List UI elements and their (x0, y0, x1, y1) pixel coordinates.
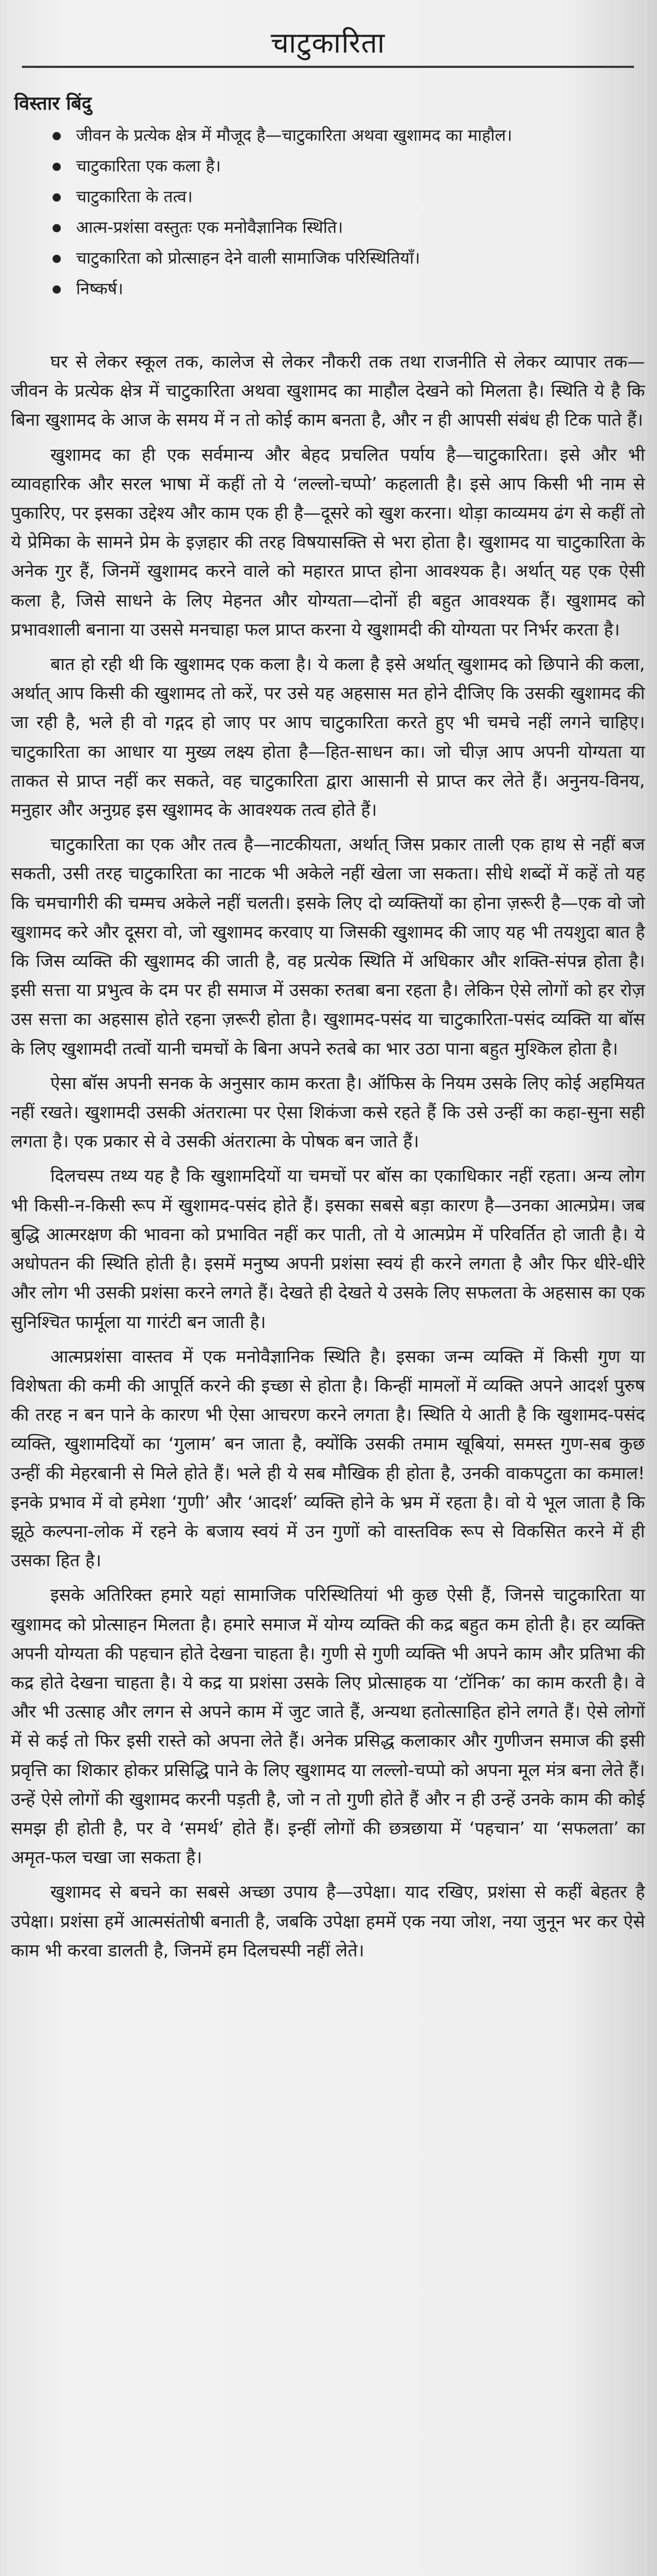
essay-body (11, 347, 645, 1965)
bullet-icon (53, 193, 61, 202)
outline-item-text: आत्म-प्रशंसा वस्तुतः एक मनोवैज्ञानिक स्थिति। (76, 218, 343, 237)
essay-paragraph: दिलचस्प तथ्य यह है कि खुशामदियों या चमचों पर बॉस का एकाधिकार नहीं रहता। अन्य लोग भी किसी-न-किसी रूप में खुशामद-पसंद होते हैं। इसका सबसे बड़ा कारण है—उनका आत्मप्रेम। जब बुद्धि आत्मरक्षण की भावना को प्रभावित नहीं कर पाती, तो ये आत्मप्रेम में परिवर्तित हो जाती है। ये अधोपतन की स्थिति होती है। इसमें मनुष्य अपनी प्रशंसा स्वयं ही करने लगता है और फिर धीरे-धीरे और लोग भी उसकी प्रशंसा करने लगते हैं। देखते ही देखते ये उसके लिए सफलता के अहसास का एक सुनिश्चित फार्मूला या गारंटी बन जाती है। (11, 1165, 645, 1332)
outline-item-text: जीवन के प्रत्येक क्षेत्र में मौजूद है—चाटुकारिता अथवा खुशामद का माहौल। (76, 126, 512, 145)
outline-item (53, 213, 645, 243)
essay-paragraph: बात हो रही थी कि खुशामद एक कला है। ये कला है इसे अर्थात् खुशामद को छिपाने की कला, अर्थात् आप किसी की खुशामद तो करें, पर उसे यह अहसास मत होने दीजिए कि उसकी खुशामद की जा रही है, भले ही वो गद्गद हो जाए पर आप चाटुकारिता करते हुए भी चमचे नहीं लगने चाहिए। चाटुकारिता का आधार या मुख्य लक्ष्य होता है—हित-साधन का। जो चीज़ आप अपनी योग्यता या ताकत से प्राप्त नहीं कर सकते, वह चाटुकारिता द्वारा आसानी से प्राप्त कर लेते हैं। अनुनय-विनय, मनुहार और अनुग्रह इस खुशामद के आवश्यक तत्व होते हैं। (11, 654, 645, 821)
outline-item (53, 243, 645, 274)
title-band (22, 0, 634, 68)
essay-paragraph: घर से लेकर स्कूल तक, कालेज से लेकर नौकरी तक तथा राजनीति से लेकर व्यापार तक—जीवन के प्रत्येक क्षेत्र में चाटुकारिता अथवा खुशामद का माहौल देखने को मिलता है। स्थिति ये है कि बिना खुशामद के आज के समय में न तो कोई काम बनता है, और न ही आपसी संबंध ही टिक पाते हैं। (11, 351, 645, 431)
outline-list (14, 121, 645, 305)
outline-item (53, 274, 645, 305)
essay-paragraph: इसके अतिरिक्त हमारे यहां सामाजिक परिस्थितियां भी कुछ ऐसी हैं, जिनसे चाटुकारिता या खुशामद को प्रोत्साहन मिलता है। हमारे समाज में योग्य व्यक्ति की कद्र बहुत कम होती है। हर व्यक्ति अपनी योग्यता की पहचान होते देखना चाहता है। गुणी से गुणी व्यक्ति भी अपने काम और प्रतिभा की कद्र होते देखना चाहता है। ये कद्र या प्रशंसा उसके लिए प्रोत्साहक या ‘टॉनिक’ का काम करती है। वे और भी उत्साह और लगन से अपने काम में जुट जाते हैं, अन्यथा हतोत्साहित होने लगते हैं। ऐसे लोगों में से कई तो फिर इसी रास्ते को अपना लेते हैं। अनेक प्रसिद्ध कलाकार और गुणीजन समाज की इसी प्रवृत्ति का शिकार होकर प्रसिद्धि पाने के लिए खुशामद या लल्लो-चप्पो को अपना मूल मंत्र बना लेते हैं। उन्हें ऐसे लोगों की खुशामद करनी पड़ती है, जो न तो गुणी होते हैं और न ही उन्हें उनके काम की कोई समझ ही होती है, पर वे ‘समर्थ’ होते हैं। इन्हीं लोगों की छत्रछाया में ‘पहचान’ या ‘सफलता’ का अमृत-फल चखा जा सकता है। (11, 1584, 645, 1868)
outline-item-text: निष्कर्ष। (76, 279, 124, 299)
outline-section (11, 90, 645, 305)
essay-paragraph: ऐसा बॉस अपनी सनक के अनुसार काम करता है। ऑफिस के नियम उसके लिए कोई अहमियत नहीं रखते। खुशामदी उसकी अंतरात्मा पर ऐसा शिकंजा कसे रहते हैं कि उसे उन्हीं का कहा-सुना सही लगता है। एक प्रकार से वे उसकी अंतरात्मा के पोषक बन जाते हैं। (11, 1072, 645, 1152)
bullet-icon (53, 224, 61, 232)
outline-item-text: चाटुकारिता को प्रोत्साहन देने वाली सामाजिक परिस्थितियाँ। (76, 249, 420, 268)
outline-heading: विस्तार बिंदु (14, 93, 92, 115)
essay-paragraph: खुशामद का ही एक सर्वमान्य और बेहद प्रचलित पर्याय है—चाटुकारिता। इसे और भी व्यावहारिक और सरल भाषा में कहीं तो ये ‘लल्लो-चप्पो’ कहलाती है। इसे आप किसी भी नाम से पुकारिए, पर इसका उद्देश्य और काम एक ही है—दूसरे को खुश करना। थोड़ा काव्यमय ढंग से कहीं तो ये प्रेमिका के सामने प्रेम के इज़हार की तरह विषयासक्ति से भरा होता है। खुशामद या चाटुकारिता के अनेक गुर हैं, जिनमें खुशामद करने वाले को महारत प्राप्त होना आवश्यक है। अर्थात् यह एक ऐसी कला है, जिसे साधने के लिए मेहनत और योग्यता—दोनों ही बहुत आवश्यक हैं। खुशामद को प्रभावशाली बनाना या उससे मनचाहा फल प्राप्त करना ये खुशामदी की योग्यता पर निर्भर करता है। (11, 444, 645, 640)
bullet-icon (53, 285, 61, 294)
bullet-icon (53, 132, 61, 140)
outline-item (53, 182, 645, 213)
essay-paragraph: आत्मप्रशंसा वास्तव में एक मनोवैज्ञानिक स्थिति है। इसका जन्म व्यक्ति में किसी गुण या विशेषता की कमी की आपूर्ति करने की इच्छा से होता है। किन्हीं मामलों में व्यक्ति अपने आदर्श पुरुष की तरह न बन पाने के कारण भी ऐसा आचरण करने लगता है। स्थिति ये आती है कि खुशामद-पसंद व्यक्ति, खुशामदियों का ‘गुलाम’ बन जाता है, क्योंकि उसकी तमाम खूबियां, समस्त गुण-सब कुछ उन्हीं की मेहरबानी से मिले होते हैं। भले ही ये सब मौखिक ही होता है, उनकी वाकपटुता का कमाल! इनके प्रभाव में वो हमेशा ‘गुणी’ और ‘आदर्श’ व्यक्ति होने के भ्रम में रहता है। वो ये भूल जाता है कि झूठे कल्पना-लोक में रहने के बजाय स्वयं में उन गुणों को वास्तविक रूप से विकसित करने में ही उसका हित है। (11, 1346, 645, 1571)
outline-item-text: चाटुकारिता के तत्व। (76, 187, 193, 207)
bullet-icon (53, 255, 61, 263)
outline-item (53, 151, 645, 182)
outline-item-text: चाटुकारिता एक कला है। (76, 157, 221, 176)
essay-paragraph: खुशामद से बचने का सबसे अच्छा उपाय है—उपेक्षा। याद रखिए, प्रशंसा से कहीं बेहतर है उपेक्षा। प्रशंसा हमें आत्मसंतोषी बनाती है, जबकि उपेक्षा हममें एक नया जोश, नया जुनून भर कर ऐसे काम भी करवा डालती है, जिनमें हम दिलचस्पी नहीं लेते। (11, 1881, 645, 1961)
page-title: चाटुकारिता (270, 27, 385, 60)
outline-item (53, 121, 645, 151)
essay-paragraph: चाटुकारिता का एक और तत्व है—नाटकीयता, अर्थात् जिस प्रकार ताली एक हाथ से नहीं बज सकती, उसी तरह चाटुकारिता का नाटक भी अकेले नहीं खेला जा सकता। सीधे शब्दों में कहें तो यह कि चमचागीरी की चम्मच अकेले नहीं चलती। इसके लिए दो व्यक्तियों का होना ज़रूरी है—एक वो जो खुशामद करे और दूसरा वो, जो खुशामद करवाए या जिसकी खुशामद की जाए यह भी तयशुदा बात है कि जिस व्यक्ति की खुशामद की जाती है, वह प्रत्येक स्थिति में अधिकार और शक्ति-संपन्न होता है। इसी सत्ता या प्रभुत्व के दम पर ही समाज में उसका रुतबा बना रहता है। लेकिन ऐसे लोगों को हर रोज़ उस सत्ता का अहसास होते रहना ज़रूरी होता है। खुशामद-पसंद या चाटुकारिता-पसंद व्यक्ति या बॉस के लिए खुशामदी तत्वों यानी चमचों के बिना अपने रुतबे का भार उठा पाना बहुत मुश्किल होता है। (11, 834, 645, 1059)
bullet-icon (53, 163, 61, 171)
